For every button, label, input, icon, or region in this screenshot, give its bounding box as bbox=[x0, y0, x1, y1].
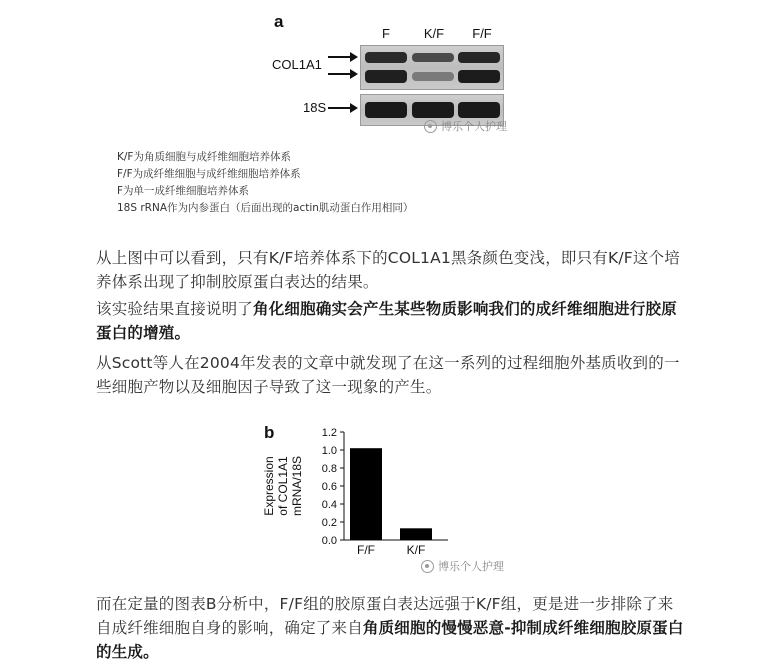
band-ff-18s bbox=[458, 102, 500, 118]
paragraph-2-text: 该实验结果直接说明了 bbox=[96, 300, 254, 318]
y-tick-label-6: 1.2 bbox=[321, 427, 337, 439]
y-axis-label-line-2: of COL1A1 bbox=[276, 456, 290, 516]
row-label-col1a1: COL1A1 bbox=[272, 57, 322, 72]
y-tick-label-2: 0.4 bbox=[321, 499, 337, 511]
watermark-b bbox=[421, 558, 504, 574]
watermark-text-a: 博乐个人护理 bbox=[441, 120, 507, 133]
band-kf-18s bbox=[412, 102, 454, 118]
bar-ff bbox=[350, 448, 382, 540]
lane-label-ff: F/F bbox=[472, 26, 492, 41]
paragraph-4-bold: 角质细胞的慢慢恶意-抑制成纤维细胞胶原蛋白的生成。 bbox=[96, 619, 684, 661]
watermark-text-b: 博乐个人护理 bbox=[438, 560, 504, 573]
y-tick-label-0: 0.0 bbox=[321, 535, 337, 547]
bar-kf bbox=[400, 528, 432, 540]
figure-a-panel-letter: a bbox=[274, 12, 284, 31]
paragraph-3: 从Scott等人在2004年发表的文章中就发现了在这一系列的过程细胞外基质收到的一些细胞产物以及细胞因子导致了这一现象的产生。 bbox=[96, 354, 680, 396]
paragraph-2-bold: 角化细胞确实会产生某些物质影响我们的成纤维细胞进行胶原蛋白的增殖。 bbox=[96, 300, 677, 342]
paragraph-4-text: 而在定量的图表B分析中，F/F组的胶原蛋白表达远强于K/F组，更是进一步排除了来自成纤维细胞自身的影响，确定了来自 bbox=[96, 595, 674, 637]
band-kf-upper bbox=[412, 53, 454, 62]
watermark-a bbox=[424, 118, 507, 134]
legend-line-2: F/F为成纤维细胞与成纤维细胞培养体系 bbox=[117, 168, 301, 180]
y-tick-label-1: 0.2 bbox=[321, 517, 337, 529]
paragraph-2 bbox=[96, 297, 686, 345]
watermark-logo-icon bbox=[424, 120, 437, 133]
figure-legend bbox=[117, 149, 413, 217]
legend-line-3: F为单一成纤维细胞培养体系 bbox=[117, 185, 250, 197]
lane-label-f: F bbox=[382, 26, 390, 41]
arrow-head-18s bbox=[350, 103, 358, 113]
y-axis-label-line-1: Expression bbox=[262, 456, 276, 516]
y-axis-label-line-3: mRNA/18S bbox=[290, 455, 304, 517]
arrow-18s bbox=[328, 107, 350, 109]
y-tick-label-3: 0.6 bbox=[321, 481, 337, 493]
chart-b-x-labels bbox=[357, 543, 425, 557]
arrow-col1a1-lower bbox=[328, 73, 350, 75]
arrow-col1a1-upper bbox=[328, 56, 350, 58]
paragraph-1: 从上图中可以看到，只有K/F培养体系下的COL1A1黑条颜色变浅，即只有K/F这个培养体系出现了抑制胶原蛋白表达的结果。 bbox=[96, 249, 680, 291]
arrow-head-upper bbox=[350, 52, 358, 62]
row-label-18s: 18S bbox=[303, 100, 327, 115]
x-tick-label-1: K/F bbox=[406, 543, 426, 557]
band-kf-lower bbox=[412, 72, 454, 81]
paragraph-4 bbox=[96, 592, 686, 664]
lane-label-kf: K/F bbox=[423, 26, 445, 41]
band-f-lower bbox=[365, 70, 407, 83]
band-f-upper bbox=[365, 52, 407, 63]
band-ff-upper bbox=[458, 52, 500, 63]
x-tick-label-0: F/F bbox=[357, 543, 375, 557]
chart-b-y-axis-label bbox=[262, 456, 304, 516]
watermark-logo-icon-b bbox=[421, 560, 434, 573]
chart-b-panel-letter: b bbox=[264, 423, 275, 442]
chart-b bbox=[256, 418, 536, 578]
blot-col1a1 bbox=[360, 45, 504, 90]
chart-b-bars bbox=[350, 448, 432, 540]
band-f-18s bbox=[365, 102, 407, 118]
y-tick-label-5: 1.0 bbox=[321, 445, 337, 457]
legend-line-1: K/F为角质细胞与成纤维细胞培养体系 bbox=[117, 151, 291, 163]
y-tick-label-4: 0.8 bbox=[321, 463, 337, 475]
arrow-head-lower bbox=[350, 69, 358, 79]
legend-line-4: 18S rRNA作为内参蛋白（后面出现的actin肌动蛋白作用相同） bbox=[117, 202, 414, 214]
band-ff-lower bbox=[458, 70, 500, 83]
